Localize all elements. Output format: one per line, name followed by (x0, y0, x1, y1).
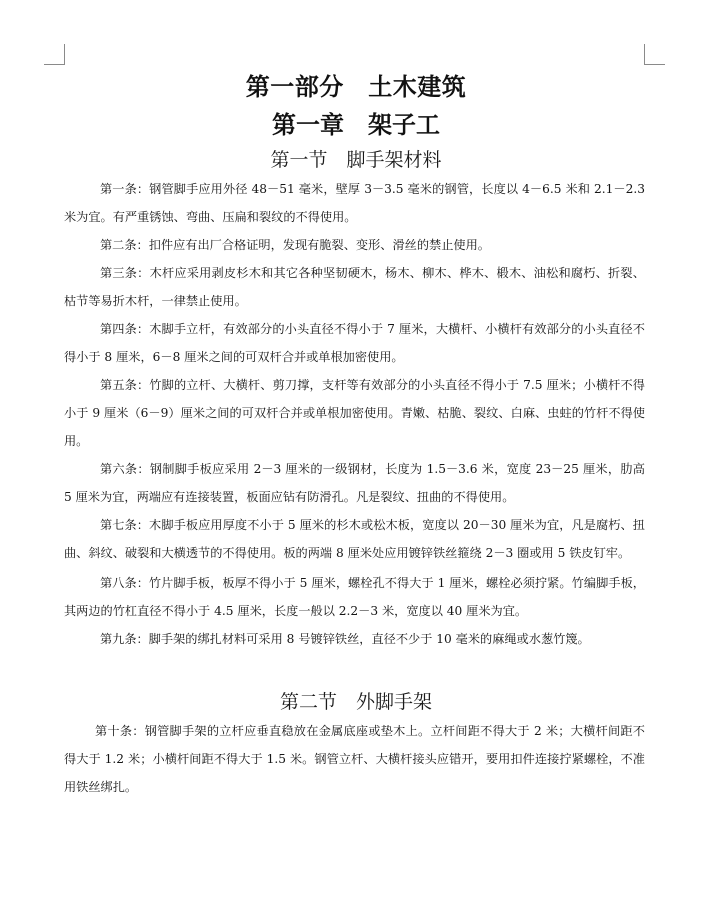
article-paragraph: 第四条：木脚手立杆，有效部分的小头直径不得小于 7 厘米，大横杆、小横杆有效部分的小头直径不得小于 8 厘米，6－8 厘米之间的可双杆合并或单根加密使用。 (64, 322, 645, 364)
chapter-title: 第一章 架子工 (272, 110, 440, 139)
section-title-2: 第二节 外脚手架 (279, 691, 432, 713)
margin-corner-mark-top-right (644, 44, 665, 65)
article-paragraph: 第二条：扣件应有出厂合格证明，发现有脆裂、变形、滑丝的禁止使用。 (100, 238, 490, 252)
article-paragraph: 第三条：木杆应采用剥皮杉木和其它各种坚韧硬木，杨木、柳木、桦木、椴木、油松和腐朽、折裂、枯节等易折木杆，一律禁止使用。 (64, 266, 645, 308)
article-paragraph: 第十条：钢管脚手架的立杆应垂直稳放在金属底座或垫木上。立杆间距不得大于 2 米；大横杆间距不得大于 1.2 米；小横杆间距不得大于 1.5 米。钢管立杆、大横杆接头应错开，要用扣件连接拧紧螺栓，不准用铁丝绑扎。 (64, 724, 645, 794)
section-title-1: 第一节 脚手架材料 (270, 149, 442, 171)
article-paragraph: 第六条：钢制脚手板应采用 2－3 厘米的一级钢材，长度为 1.5－3.6 米，宽度 23－25 厘米，肋高 5 厘米为宜，两端应有连接装置，板面应钻有防滑孔。凡是裂纹、扭曲的不得使用。 (64, 462, 645, 504)
article-paragraph: 第九条：脚手架的绑扎材料可采用 8 号镀锌铁丝，直径不少于 10 毫米的麻绳或水葱竹篾。 (100, 632, 590, 646)
article-paragraph: 第一条：钢管脚手应用外径 48－51 毫米，壁厚 3－3.5 毫米的钢管，长度以 4－6.5 米和 2.1－2.3 米为宜。有严重锈蚀、弯曲、压扁和裂纹的不得使用。 (64, 182, 645, 224)
article-paragraph: 第八条：竹片脚手板，板厚不得小于 5 厘米，螺栓孔不得大于 1 厘米，螺栓必须拧紧。竹编脚手板，其两边的竹杠直径不得小于 4.5 厘米，长度一般以 2.2－3 米，宽度以 40 厘米为宜。 (64, 576, 645, 618)
part-title: 第一部分 土木建筑 (245, 72, 467, 101)
article-paragraph: 第七条：木脚手板应用厚度不小于 5 厘米的杉木或松木板，宽度以 20－30 厘米为宜，凡是腐朽、扭曲、斜纹、破裂和大横透节的不得使用。板的两端 8 厘米处应用镀锌铁丝箍绕 2－3 圈或用 5 铁皮钉牢。 (64, 518, 645, 560)
margin-corner-mark-top-left (44, 44, 65, 65)
article-paragraph: 第五条：竹脚的立杆、大横杆、剪刀撑，支杆等有效部分的小头直径不得小于 7.5 厘米；小横杆不得小于 9 厘米（6－9）厘米之间的可双杆合并或单根加密使用。青嫩、枯脆、裂纹、白麻、虫蛀的竹杆不得使用。 (64, 378, 645, 448)
